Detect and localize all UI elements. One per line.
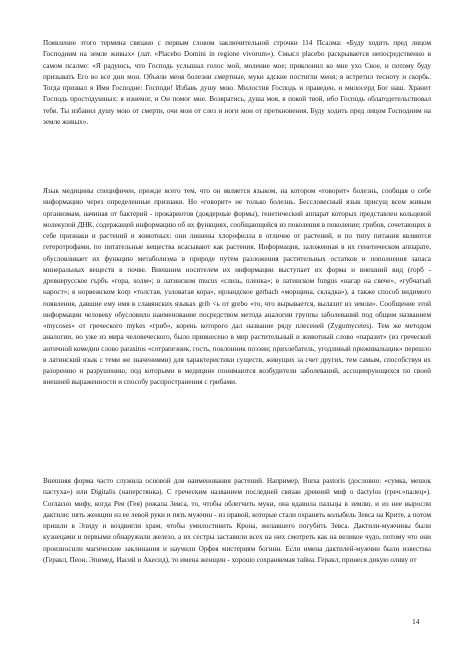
paragraph-placebo: Появление этого термина связано с первым словом заключительной строчки 114 Псалма: «Буду ходить пред лицом Господним на земле живых» (лат. «Placebo Domini in regione vivorum»). Смысл placebo раскрывается непосредственно в самом псалме: «Я радуюсь, что Господь услышал голос мой, моление мое; приклонил ко мне ухо Свое, и потому буду призывать Его во все дни мои. Объяли меня болезни смертные, муки адские постигли меня; я встретил тесноту и скорбь. Тогда призвал я Имя Господне: Господи! Избавь душу мою. Милостив Господь и праведен, и милосерд Бог наш. Хранит Господь простодушных: я изнемог, и Он помог мне. Возвратись, душа моя, в покой твой, ибо Господь облагодетельствовал тебя. Ты избавил душу мою от смерти, очи мои от слез и ноги мои от преткновения. Буду ходить пред лицом Господним на земле живых».: [43, 39, 431, 126]
paragraph-language-of-medicine: Язык медицины специфичен, прежде всего тем, что он является языком, на котором «говорит» болезнь, сообщая о себе информацию через определенные признаки. Но «говорит» не только болезнь. Бессловесный язык присущ всем живым организмам, начиная от бактерий - прокариотов (доядерные формы), генетический аппарат которых представлен кольцевой молекулой ДНК, содержащей информацию об их функциях, сообщающейся из поколения в поколение; грибов, сочетающих в себе признаки и растений и животных: они лишены хлорофилла в отличие от растений, и по типу питания являются гетеротрофами, по питательные вещества всасывают как растения. Информация, заложенная в их генетическом аппарате, обусловливает их функцию метаболизма в природе путем разложения растительных остатков и пополнения запаса минеральных веществ в почве. Внешним носителем их информации выступает их форма и внешний вид (горб - древнерусское гърбъ «гора, холм»; в латинском mucus «слизь, пленка»; в латинском fungus «нагар на свече», «губчатый нарост»; в норвежском korp «толстая, узловатая кора», ирландское gerbach «морщина, складка»), а также способ видимого появления, давшие ему имя в славянских языках grib <ь от grebo «то, что вырывается, вылазит из земли». Сообщение этой информации человеку обусловило наименование посредством метода аналогии группы заболеваний под общим названием «mycoses» от греческого mykes «гриб», корень которого дал название ряду плесеней (Zygomycetes). Тем же методом аналогии, но уже из мира человеческого, было привнесено в мир растительный и животный слово «паразит» (из греческой античной комедии слово parasitos «сотрапезник, гость, поклонник поэзии; прихлебатель, угодливый приживальщик» перешло в латинский язык с теми же значениями) для характеристики существ, живущих за счет других, тем самым, способствуя их разорению и разрушению, под которыми в медицине понимаются возбудители заболеваний, ассоциирующихся по своей внешней выраженности и способу распространения с грибами.: [43, 187, 431, 387]
page-number: 14: [412, 617, 420, 626]
paragraph-plant-names: Внешняя форма часто служила основой для наименования растений. Например, Bursa pastoris (дословно: «сумка, мешок пастуха») или Digitalis (наперстянка). С греческим названием последней связан древний миф о dactylos (греч.«палец»). Согласно мифу, когда Рея (Гея) рожала Зевса, то, чтобы облегчить муки, она вдавила пальцы в землю, и из нее выросли дактили: пять женщин из ее левой руки и пять мужчин - из правой, которые стали охранять колыбель Зевса на Крите, а потом пришли в Элиду и воздвигли храм, чтобы умилостивить Крона, желавшего погубить Зевса. Дактили-мужчины были кузнецами и первыми обнаружили железо, а их сестры заставили всех на них смотреть как на великое чудо, потому что они произносили магические заклинания и научили Орфея мистериям богини. Если имена дактилей-мужчин были известны (Геракл, Пеон, Эпимед, Иасий и Акесид), то имена женщин - хорошо сохраняемая тайна. Геракл, принеся дикую оливу от: [43, 477, 431, 564]
